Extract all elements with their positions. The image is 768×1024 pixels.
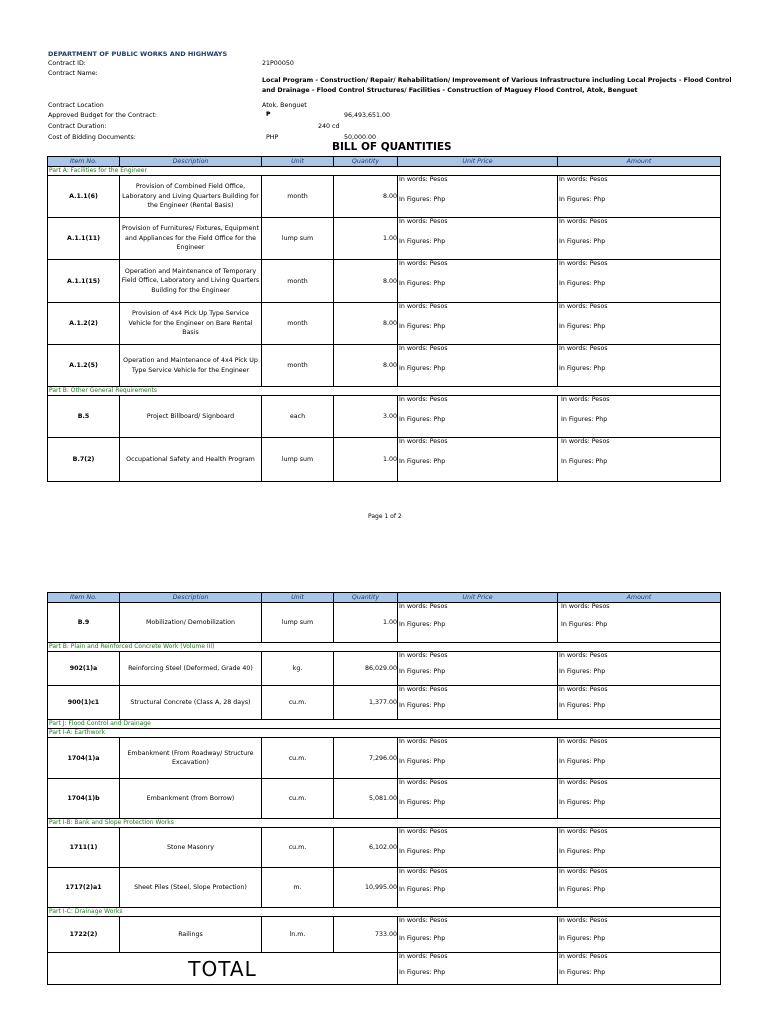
col-quantity: Quantity (334, 157, 398, 167)
unit-price-cell (398, 868, 558, 908)
amount-cell (558, 396, 721, 438)
budget-label: Approved Budget for the Contract: (48, 112, 158, 119)
in-words-label: In words: Pesos (399, 260, 448, 267)
in-words-label: In words: Pesos (559, 868, 608, 875)
in-words-label: In words: Pesos (559, 303, 608, 310)
item-description: Mobilization/ Demobilization (120, 603, 262, 643)
boq-table-page-2 (47, 592, 721, 985)
in-words-label: In words: Pesos (399, 396, 448, 403)
in-words-label: In words: Pesos (399, 779, 448, 786)
item-description: Railings (120, 917, 262, 953)
col-unit: Unit (262, 593, 334, 603)
item-quantity: 1,377.00 (334, 686, 398, 720)
table-header-row (48, 157, 721, 167)
table-row (48, 438, 721, 482)
in-figures-label: In Figures: Php (561, 621, 608, 628)
col-unit-price: Unit Price (398, 157, 558, 167)
item-description: Sheet Piles (Steel, Slope Protection) (120, 868, 262, 908)
item-unit: lump sum (262, 438, 334, 482)
bidding-label: Cost of Bidding Documents: (48, 134, 136, 141)
item-unit: ln.m. (262, 917, 334, 953)
in-figures-label: In Figures: Php (559, 935, 606, 942)
unit-price-cell (398, 260, 558, 303)
item-no: B.7(2) (48, 438, 120, 482)
section-label: Part B: Other General Requirements (48, 387, 721, 396)
contract-id: 21P00050 (262, 60, 294, 67)
in-words-label: In words: Pesos (561, 603, 610, 610)
in-figures-label: In Figures: Php (399, 280, 446, 287)
section-label: Part I-B: Bank and Slope Protection Works (48, 819, 721, 828)
in-words-label: In words: Pesos (561, 438, 610, 445)
total-label: TOTAL (48, 953, 398, 985)
item-quantity: 1.00 (334, 218, 398, 260)
in-figures-label: In Figures: Php (559, 758, 606, 765)
in-figures-label: In Figures: Php (559, 323, 606, 330)
item-no: B.9 (48, 603, 120, 643)
in-figures-label: In Figures: Php (559, 196, 606, 203)
item-no: B.5 (48, 396, 120, 438)
amount-cell (558, 738, 721, 779)
item-unit: cu.m. (262, 779, 334, 819)
in-words-label: In words: Pesos (399, 603, 448, 610)
item-unit: kg. (262, 652, 334, 686)
item-quantity: 86,029.00 (334, 652, 398, 686)
in-words-label: In words: Pesos (559, 218, 608, 225)
table-row (48, 345, 721, 387)
item-no: 900(1)c1 (48, 686, 120, 720)
item-description: Project Billboard/ Signboard (120, 396, 262, 438)
unit-price-cell (398, 603, 558, 643)
bidding-currency: PHP (266, 134, 279, 141)
total-amount-cell (558, 953, 721, 985)
budget-value: 96,493,651.00 (344, 112, 391, 119)
in-figures-label: In Figures: Php (561, 416, 608, 423)
amount-cell (558, 779, 721, 819)
in-figures-label: In Figures: Php (399, 799, 446, 806)
item-unit: month (262, 176, 334, 218)
in-words-label: In words: Pesos (399, 652, 448, 659)
item-quantity: 8.00 (334, 345, 398, 387)
unit-price-cell (398, 917, 558, 953)
item-unit: month (262, 260, 334, 303)
item-unit: lump sum (262, 218, 334, 260)
unit-price-cell (398, 652, 558, 686)
location-value: Atok, Benguet (262, 102, 307, 109)
duration-label: Contract Duration: (48, 123, 107, 130)
unit-price-cell (398, 438, 558, 482)
item-no: A.1.2(2) (48, 303, 120, 345)
in-figures-label: In Figures: Php (399, 621, 446, 628)
col-item: Item No. (48, 157, 120, 167)
item-description: Operation and Maintenance of 4x4 Pick Up Type Service Vehicle for the Engineer (120, 345, 262, 387)
in-figures-label: In Figures: Php (399, 848, 446, 855)
in-words-label: In words: Pesos (399, 917, 448, 924)
table-row (48, 603, 721, 643)
bidding-cost: 50,000.00 (344, 134, 377, 141)
table-row (48, 917, 721, 953)
table-row (48, 686, 721, 720)
table-row (48, 868, 721, 908)
item-no: 1722(2) (48, 917, 120, 953)
location-label: Contract Location (48, 102, 104, 109)
item-unit: m. (262, 868, 334, 908)
in-figures-label: In Figures: Php (399, 323, 446, 330)
in-words-label: In words: Pesos (559, 652, 608, 659)
contract-id-label: Contract ID: (48, 60, 86, 67)
item-description: Provision of Combined Field Office, Laboratory and Living Quarters Building for the Engineer (Rental Basis) (120, 176, 262, 218)
agency-name: DEPARTMENT OF PUBLIC WORKS AND HIGHWAYS (48, 50, 228, 58)
item-quantity: 3.00 (334, 396, 398, 438)
in-words-label: In words: Pesos (559, 176, 608, 183)
item-quantity: 8.00 (334, 260, 398, 303)
in-figures-label: In Figures: Php (399, 886, 446, 893)
section-label: Part A: Facilities for the Engineer (48, 167, 721, 176)
section-label: Part I-C: Drainage Works (48, 908, 721, 917)
item-unit: cu.m. (262, 686, 334, 720)
item-quantity: 10,995.00 (334, 868, 398, 908)
in-figures-label: In Figures: Php (559, 702, 606, 709)
in-words-label: In words: Pesos (399, 303, 448, 310)
table-row (48, 176, 721, 218)
unit-price-cell (398, 828, 558, 868)
section-label: Part J: Flood Control and Drainage (48, 720, 721, 729)
contract-name: Local Program - Construction/ Repair/ Rehabilitation/ Improvement of Various Infrastructure including Local Projects - Flood Control and Drainage - Flood Control Structures/ Facilities - Construction of Maguey Flood Control, Atok, Benguet (262, 77, 732, 94)
item-unit: cu.m. (262, 738, 334, 779)
in-words-label: In words: Pesos (559, 686, 608, 693)
document-title: BILL OF QUANTITIES (332, 141, 452, 153)
col-description: Description (120, 593, 262, 603)
in-figures-label: In Figures: Php (559, 848, 606, 855)
table-row (48, 303, 721, 345)
unit-price-cell (398, 176, 558, 218)
contract-name-label: Contract Name: (48, 70, 98, 77)
in-words-label: In words: Pesos (559, 828, 608, 835)
in-figures-label: In Figures: Php (559, 238, 606, 245)
table-row (48, 260, 721, 303)
amount-cell (558, 603, 721, 643)
in-words-label: In words: Pesos (399, 345, 448, 352)
item-quantity: 6,102.00 (334, 828, 398, 868)
in-words-label: In words: Pesos (559, 779, 608, 786)
table-row (48, 652, 721, 686)
unit-price-cell (398, 738, 558, 779)
col-item: Item No. (48, 593, 120, 603)
in-figures-label: In Figures: Php (399, 758, 446, 765)
in-words-label: In words: Pesos (399, 953, 448, 960)
total-unit-price-cell (398, 953, 558, 985)
unit-price-cell (398, 779, 558, 819)
table-row (48, 396, 721, 438)
item-description: Stone Masonry (120, 828, 262, 868)
in-words-label: In words: Pesos (559, 953, 608, 960)
amount-cell (558, 868, 721, 908)
in-words-label: In words: Pesos (399, 176, 448, 183)
item-description: Embankment (from Borrow) (120, 779, 262, 819)
item-description: Occupational Safety and Health Program (120, 438, 262, 482)
item-no: A.1.1(11) (48, 218, 120, 260)
in-figures-label: In Figures: Php (399, 668, 446, 675)
in-words-label: In words: Pesos (399, 686, 448, 693)
item-no: A.1.2(5) (48, 345, 120, 387)
in-words-label: In words: Pesos (399, 738, 448, 745)
item-unit: lump sum (262, 603, 334, 643)
col-quantity: Quantity (334, 593, 398, 603)
item-no: 902(1)a (48, 652, 120, 686)
item-unit: each (262, 396, 334, 438)
in-figures-label: In Figures: Php (399, 969, 446, 976)
table-row (48, 738, 721, 779)
in-figures-label: In Figures: Php (399, 458, 446, 465)
amount-cell (558, 652, 721, 686)
page-number: Page 1 of 2 (368, 513, 402, 520)
item-description: Operation and Maintenance of Temporary Field Office, Laboratory and Living Quarters Building for the Engineer (120, 260, 262, 303)
item-quantity: 7,296.00 (334, 738, 398, 779)
amount-cell (558, 218, 721, 260)
in-figures-label: In Figures: Php (399, 238, 446, 245)
in-words-label: In words: Pesos (559, 345, 608, 352)
in-figures-label: In Figures: Php (559, 365, 606, 372)
in-figures-label: In Figures: Php (561, 458, 608, 465)
amount-cell (558, 260, 721, 303)
in-figures-label: In Figures: Php (399, 196, 446, 203)
in-words-label: In words: Pesos (559, 917, 608, 924)
col-description: Description (120, 157, 262, 167)
unit-price-cell (398, 686, 558, 720)
amount-cell (558, 345, 721, 387)
unit-price-cell (398, 396, 558, 438)
item-quantity: 8.00 (334, 176, 398, 218)
in-figures-label: In Figures: Php (559, 886, 606, 893)
in-figures-label: In Figures: Php (399, 702, 446, 709)
unit-price-cell (398, 303, 558, 345)
in-figures-label: In Figures: Php (559, 280, 606, 287)
table-header-row (48, 593, 721, 603)
in-figures-label: In Figures: Php (559, 799, 606, 806)
in-words-label: In words: Pesos (399, 868, 448, 875)
duration-value: 240 cd (318, 123, 340, 130)
item-description: Provision of 4x4 Pick Up Type Service Vehicle for the Engineer on Bare Rental Basis (120, 303, 262, 345)
item-description: Embankment (From Roadway/ Structure Excavation) (120, 738, 262, 779)
in-words-label: In words: Pesos (399, 828, 448, 835)
amount-cell (558, 176, 721, 218)
amount-cell (558, 686, 721, 720)
in-figures-label: In Figures: Php (559, 969, 606, 976)
total-row (48, 953, 721, 985)
in-figures-label: In Figures: Php (399, 365, 446, 372)
item-description: Provision of Furnitures/ Fixtures, Equipment and Appliances for the Field Office for the Engineer (120, 218, 262, 260)
item-quantity: 733.00 (334, 917, 398, 953)
amount-cell (558, 438, 721, 482)
unit-price-cell (398, 218, 558, 260)
item-no: 1717(2)a1 (48, 868, 120, 908)
table-row (48, 828, 721, 868)
in-figures-label: In Figures: Php (559, 668, 606, 675)
col-unit: Unit (262, 157, 334, 167)
item-no: A.1.1(15) (48, 260, 120, 303)
item-quantity: 5,081.00 (334, 779, 398, 819)
amount-cell (558, 303, 721, 345)
budget-currency: ₱ (266, 111, 271, 118)
amount-cell (558, 828, 721, 868)
in-figures-label: In Figures: Php (399, 935, 446, 942)
section-label: Part I-A: Earthwork (48, 729, 721, 738)
col-amount: Amount (558, 157, 721, 167)
item-no: 1704(1)a (48, 738, 120, 779)
unit-price-cell (398, 345, 558, 387)
item-no: A.1.1(6) (48, 176, 120, 218)
in-words-label: In words: Pesos (561, 396, 610, 403)
table-row (48, 218, 721, 260)
item-description: Reinforcing Steel (Deformed, Grade 40) (120, 652, 262, 686)
table-row (48, 779, 721, 819)
in-words-label: In words: Pesos (559, 738, 608, 745)
amount-cell (558, 917, 721, 953)
in-words-label: In words: Pesos (399, 218, 448, 225)
item-quantity: 1.00 (334, 438, 398, 482)
item-quantity: 1.00 (334, 603, 398, 643)
in-words-label: In words: Pesos (559, 260, 608, 267)
in-figures-label: In Figures: Php (399, 416, 446, 423)
item-unit: month (262, 303, 334, 345)
boq-table-page-1 (47, 156, 721, 482)
item-unit: cu.m. (262, 828, 334, 868)
col-unit-price: Unit Price (398, 593, 558, 603)
in-words-label: In words: Pesos (399, 438, 448, 445)
item-unit: month (262, 345, 334, 387)
item-quantity: 8.00 (334, 303, 398, 345)
col-amount: Amount (558, 593, 721, 603)
item-description: Structural Concrete (Class A, 28 days) (120, 686, 262, 720)
item-no: 1704(1)b (48, 779, 120, 819)
item-no: 1711(1) (48, 828, 120, 868)
section-label: Part B: Plain and Reinforced Concrete Work (Volume III) (48, 643, 721, 652)
